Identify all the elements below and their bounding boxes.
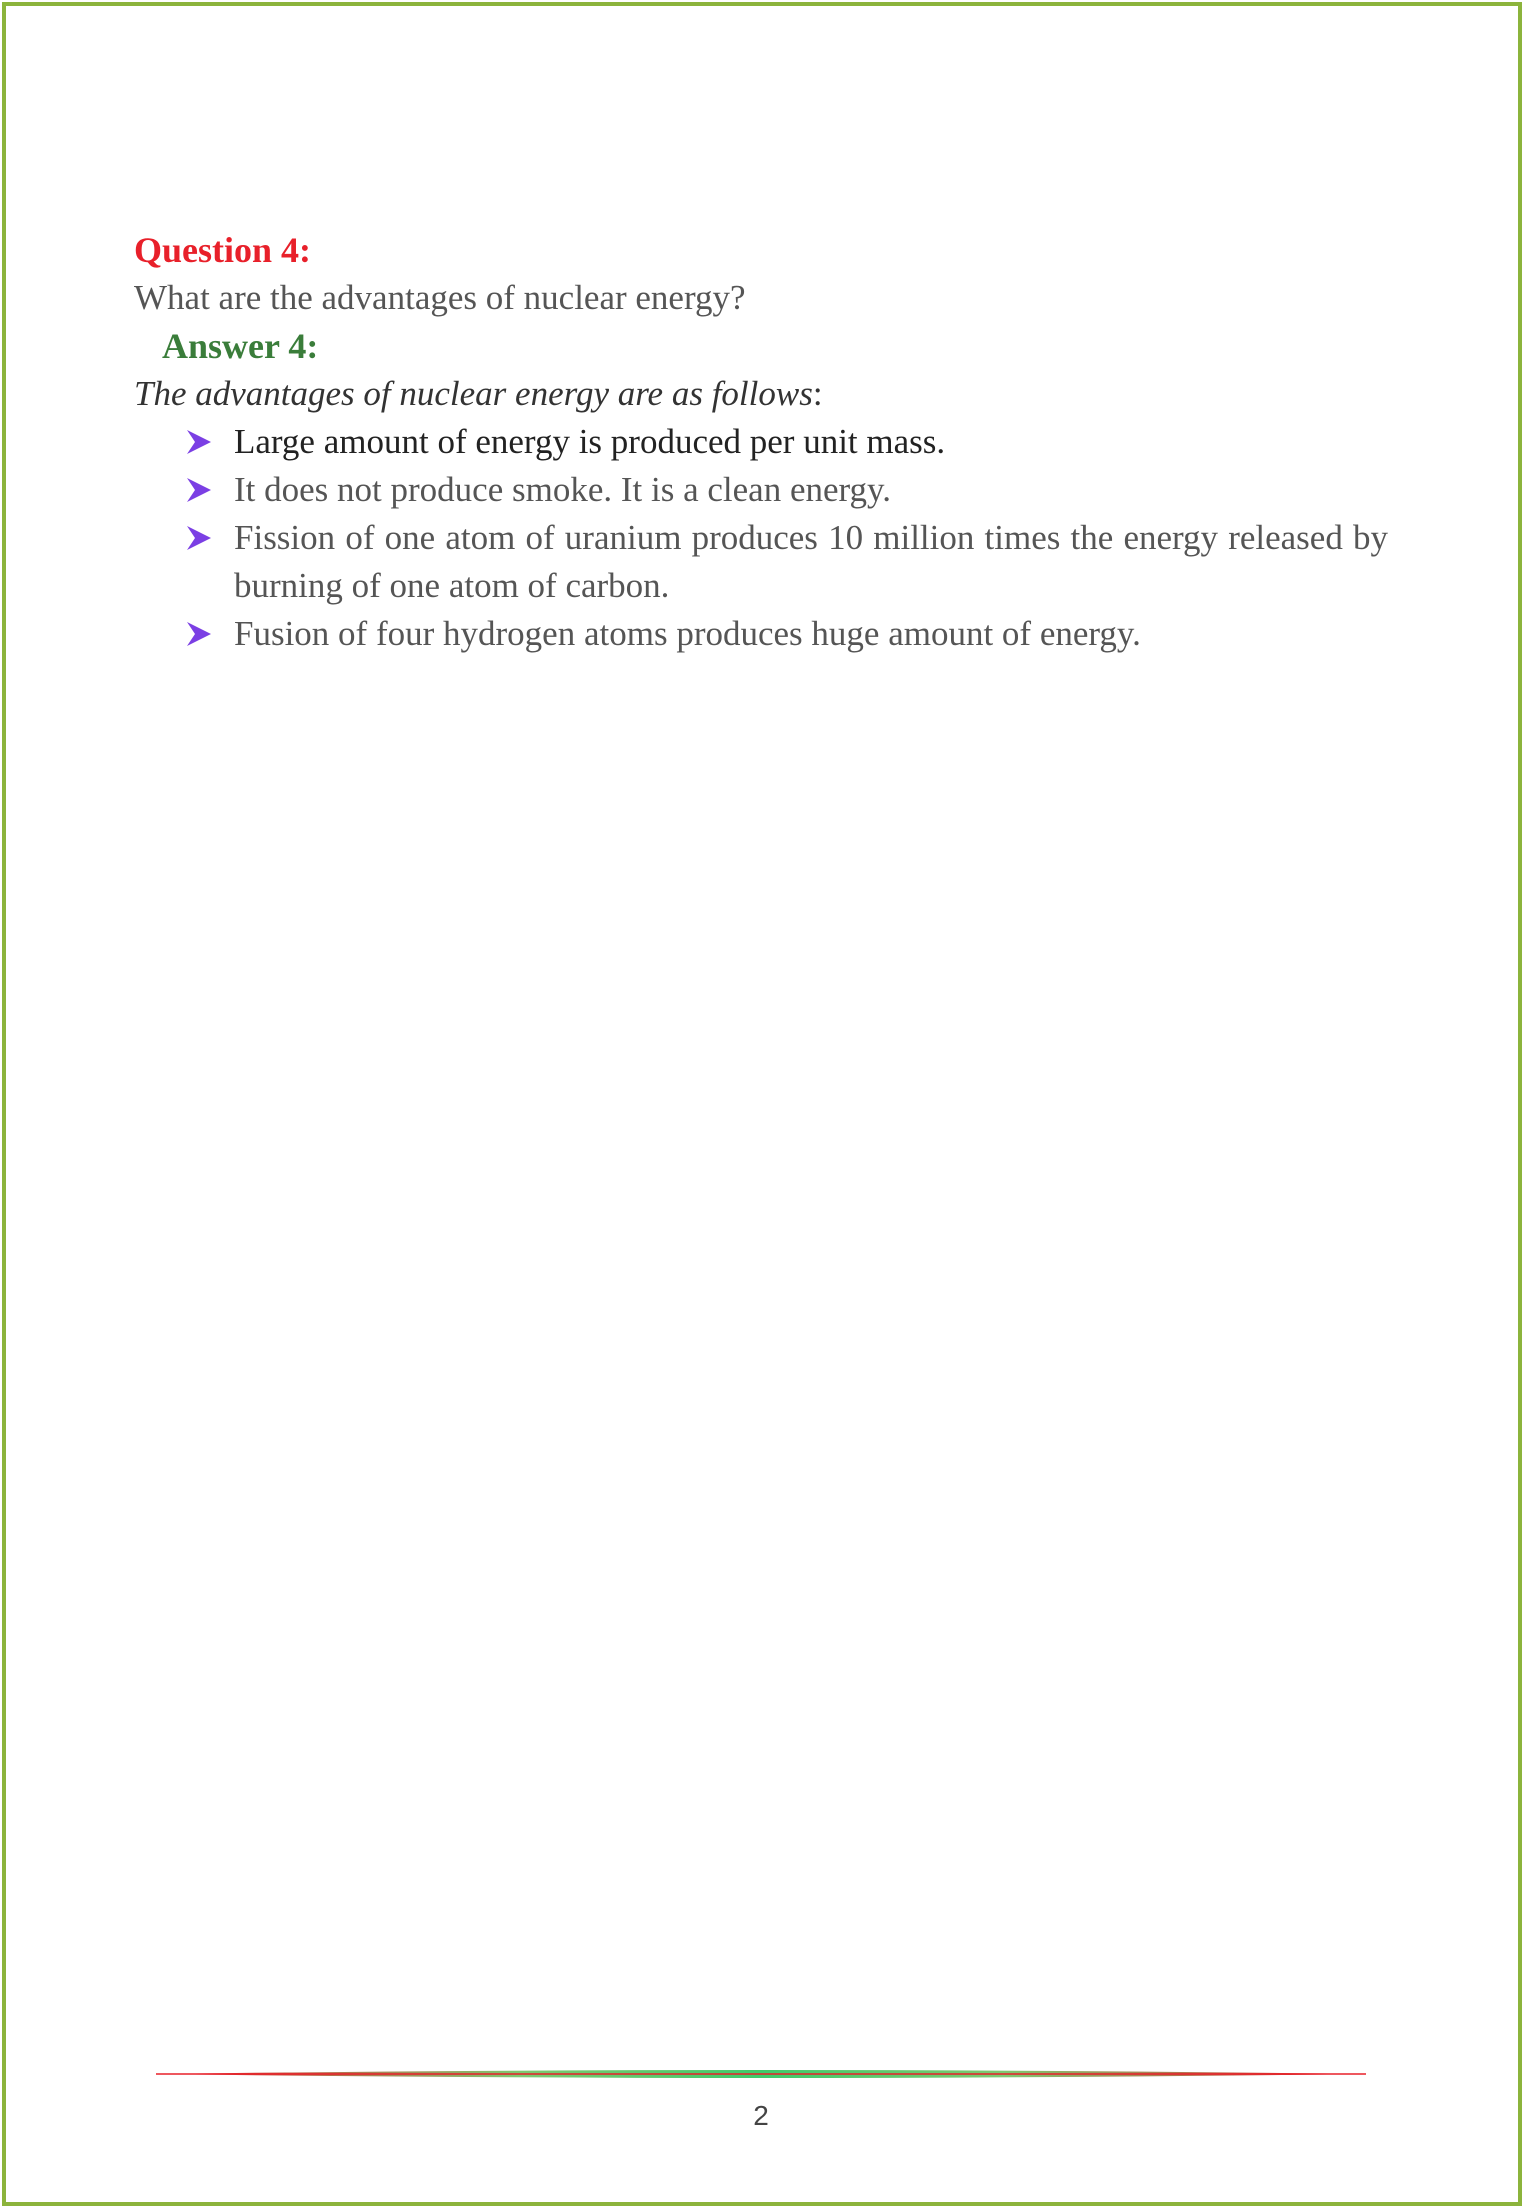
list-item xyxy=(184,466,1388,514)
list-item-text: Fusion of four hydrogen atoms produces huge amount of energy. xyxy=(234,614,1141,653)
advantages-list xyxy=(134,418,1388,658)
right-arrowhead-icon xyxy=(184,418,234,466)
list-item xyxy=(184,610,1388,658)
list-item xyxy=(184,418,1388,466)
list-item xyxy=(184,514,1388,610)
right-arrowhead-icon xyxy=(184,610,234,658)
answer-heading: Answer 4: xyxy=(162,326,319,366)
right-arrowhead-icon xyxy=(184,514,234,562)
page-number: 2 xyxy=(753,2100,769,2131)
list-item-text: It does not produce smoke. It is a clean energy. xyxy=(234,470,892,509)
list-item-text: Fission of one atom of uranium produces 10 million times the energy released by burning of one atom of carbon. xyxy=(234,518,1388,605)
question-heading: Question 4: xyxy=(134,230,312,270)
answer-intro xyxy=(134,370,1388,418)
right-arrowhead-icon xyxy=(184,466,234,514)
question-text: What are the advantages of nuclear energy? xyxy=(134,278,746,317)
answer-intro-text: The advantages of nuclear energy are as follows xyxy=(134,374,813,413)
list-item-text: Large amount of energy is produced per unit mass. xyxy=(234,422,946,461)
document-content xyxy=(134,226,1388,658)
answer-intro-colon: : xyxy=(812,374,823,413)
footer-divider xyxy=(156,2068,1366,2080)
